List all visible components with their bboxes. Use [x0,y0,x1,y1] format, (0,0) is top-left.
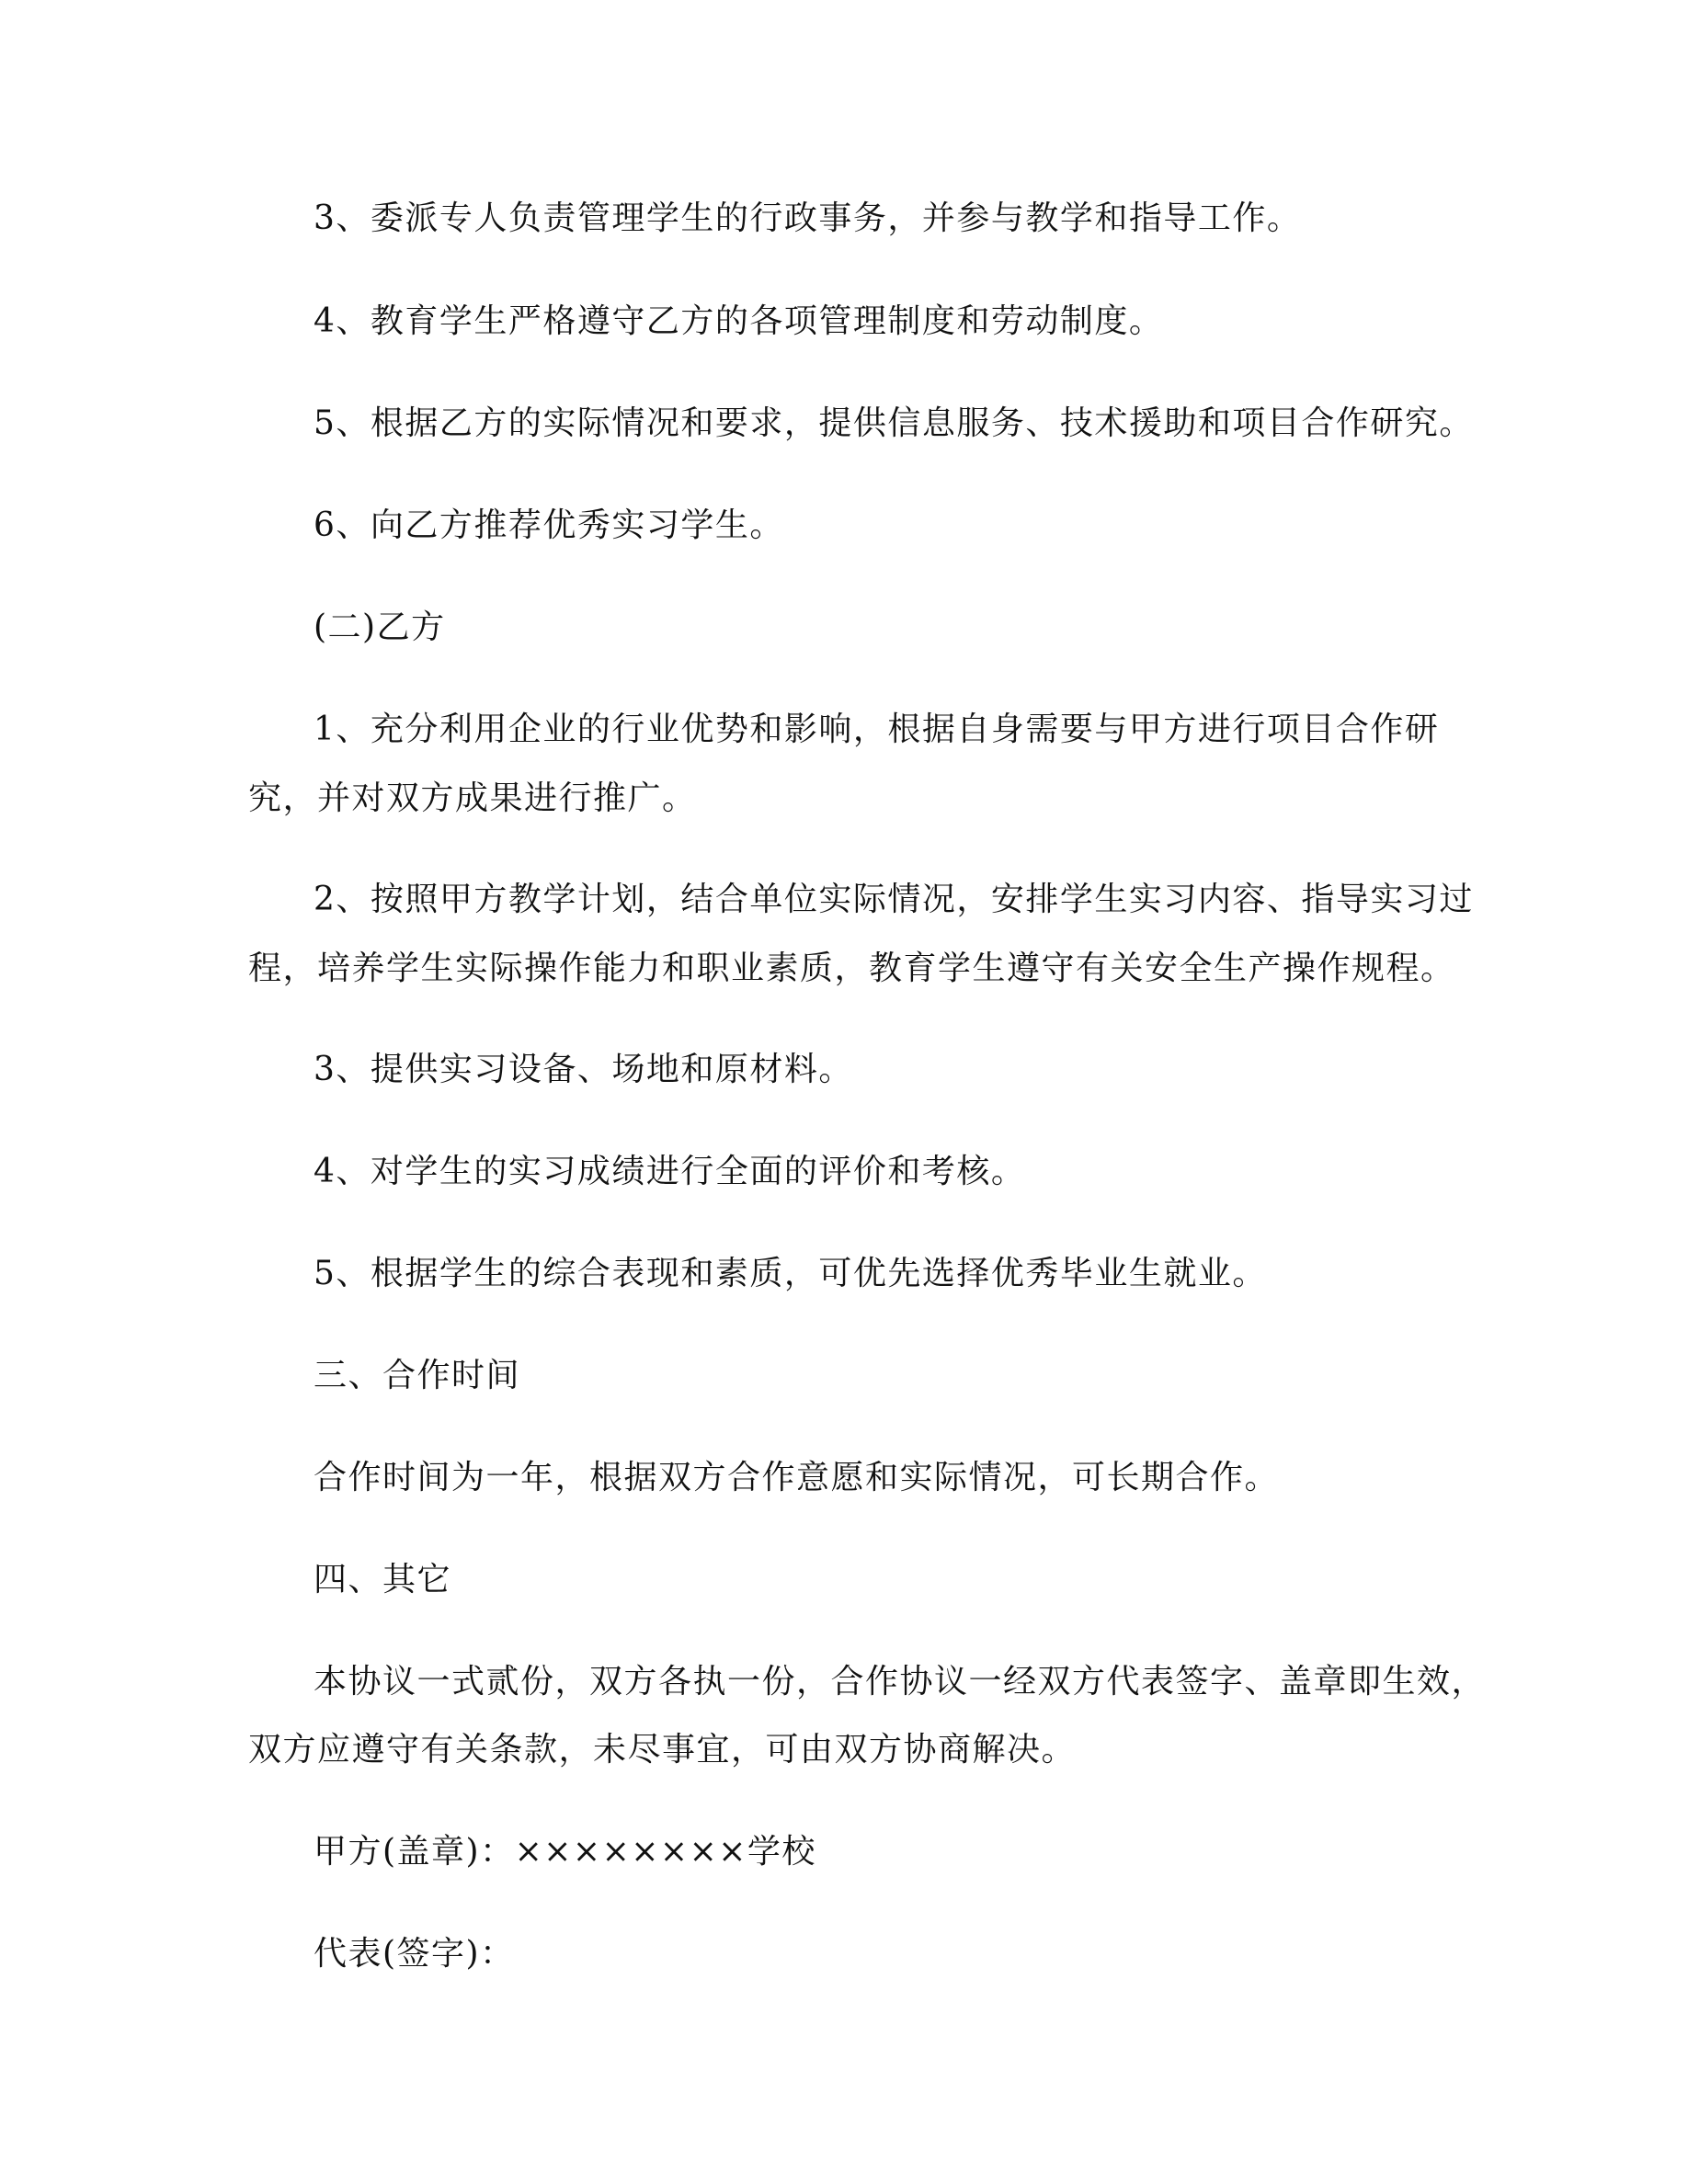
other-text-line2: 双方应遵守有关条款，未尽事宜，可由双方协商解决。 [248,1731,1077,1769]
clause-a5: 5、根据乙方的实际情况和要求，提供信息服务、技术援助和项目合作研究。 [314,404,1474,442]
clause-b1-line1: 1、充分利用企业的行业优势和影响，根据自身需要与甲方进行项目合作研 [314,711,1440,748]
representative-signature-line: 代表(签字)： [314,1935,515,1973]
clause-a3: 3、委派专人负责管理学生的行政事务，并参与教学和指导工作。 [314,199,1302,237]
clause-a6: 6、向乙方推荐优秀实习学生。 [314,506,784,544]
section-cooperation-time-heading: 三、合作时间 [314,1357,521,1394]
section-other-heading: 四、其它 [314,1561,452,1598]
section-party-b-heading: (二)乙方 [314,609,446,646]
clause-b5: 5、根据学生的综合表现和素质，可优先选择优秀毕业生就业。 [314,1255,1267,1292]
party-a-seal-line: 甲方(盖章)：××××××××学校 [314,1833,816,1871]
other-text-line1: 本协议一式贰份，双方各执一份，合作协议一经双方代表签字、盖章即生效， [314,1663,1487,1701]
clause-b4: 4、对学生的实习成绩进行全面的评价和考核。 [314,1153,1026,1190]
clause-b2-line2: 程，培养学生实际操作能力和职业素质，教育学生遵守有关安全生产操作规程。 [248,950,1455,987]
clause-b3: 3、提供实习设备、场地和原材料。 [314,1051,853,1088]
clause-b1-line2: 究，并对双方成果进行推广。 [248,779,697,817]
clause-b2-line1: 2、按照甲方教学计划，结合单位实际情况，安排学生实习内容、指导实习过 [314,881,1474,918]
clause-a4: 4、教育学生严格遵守乙方的各项管理制度和劳动制度。 [314,302,1164,340]
cooperation-time-text: 合作时间为一年，根据双方合作意愿和实际情况，可长期合作。 [314,1459,1280,1496]
